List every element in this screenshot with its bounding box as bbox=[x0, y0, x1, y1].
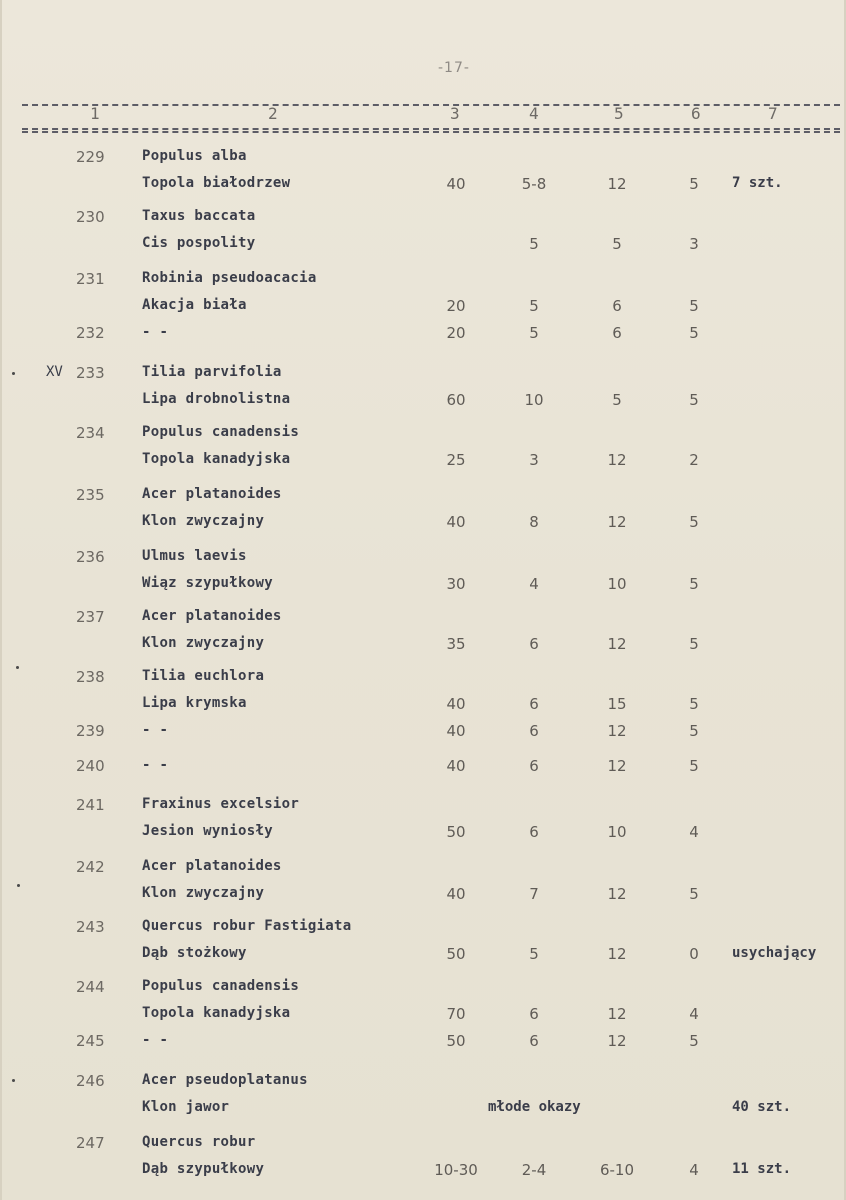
cell-c4: 5-8 bbox=[521, 175, 547, 193]
cell-c7: usychający bbox=[732, 945, 817, 961]
cell-c6: 2 bbox=[689, 451, 699, 469]
cell-c3: 20 bbox=[446, 297, 466, 315]
species-name-latin: Acer pseudoplatanus bbox=[142, 1072, 308, 1088]
table-row bbox=[2, 757, 846, 787]
cell-c6: 5 bbox=[689, 695, 699, 713]
table-row bbox=[2, 1032, 846, 1062]
table-row bbox=[2, 324, 846, 354]
species-name-latin: Acer platanoides bbox=[142, 608, 282, 624]
species-name-polish: Klon zwyczajny bbox=[142, 513, 265, 529]
species-name-polish: Topola kanadyjska bbox=[142, 1005, 291, 1021]
cell-c5: 12 bbox=[607, 885, 627, 903]
species-name-polish: Dąb szypułkowy bbox=[142, 1161, 265, 1177]
species-name-latin: Ulmus laevis bbox=[142, 548, 247, 564]
cell-c3: 60 bbox=[446, 391, 466, 409]
scan-speck bbox=[17, 884, 20, 887]
row-number: 243 bbox=[76, 918, 105, 936]
species-name-polish: Lipa krymska bbox=[142, 695, 247, 711]
species-name-polish: Akacja biała bbox=[142, 297, 247, 313]
table-row bbox=[2, 424, 846, 469]
cell-c4: 8 bbox=[529, 513, 539, 531]
cell-c5: 12 bbox=[607, 1032, 627, 1050]
cell-c4: 6 bbox=[529, 1032, 539, 1050]
cell-c6: 4 bbox=[689, 1161, 699, 1179]
cell-c4: 4 bbox=[529, 575, 539, 593]
cell-c4: 3 bbox=[529, 451, 539, 469]
row-number: 247 bbox=[76, 1134, 105, 1152]
cell-c5: 12 bbox=[607, 451, 627, 469]
cell-c6: 4 bbox=[689, 1005, 699, 1023]
header-rule-double bbox=[22, 131, 840, 133]
cell-c5: 12 bbox=[607, 635, 627, 653]
cell-c3: 50 bbox=[446, 945, 466, 963]
cell-c6: 5 bbox=[689, 324, 699, 342]
species-name-latin: - - bbox=[142, 757, 169, 773]
cell-c4: 5 bbox=[529, 235, 539, 253]
cell-c4: 6 bbox=[529, 823, 539, 841]
cell-c6: 5 bbox=[689, 722, 699, 740]
species-name-polish: Klon zwyczajny bbox=[142, 885, 265, 901]
row-number: 239 bbox=[76, 722, 105, 740]
column-header-6: 6 bbox=[691, 104, 701, 123]
table-row bbox=[2, 270, 846, 315]
species-name-latin: Robinia pseudoacacia bbox=[142, 270, 317, 286]
row-number: 233 bbox=[76, 364, 105, 382]
species-name-latin: - - bbox=[142, 1032, 169, 1048]
column-header-2: 2 bbox=[268, 104, 278, 123]
column-header-4: 4 bbox=[529, 104, 539, 123]
page-number: -17- bbox=[438, 60, 470, 76]
cell-c3: 30 bbox=[446, 575, 466, 593]
table-row bbox=[2, 548, 846, 593]
species-name-latin: Acer platanoides bbox=[142, 486, 282, 502]
header-rule-top bbox=[22, 104, 840, 106]
cell-c4: 6 bbox=[529, 635, 539, 653]
cell-c6: 5 bbox=[689, 635, 699, 653]
cell-c5: 6 bbox=[612, 324, 622, 342]
cell-c3: 40 bbox=[446, 513, 466, 531]
species-name-polish: Klon jawor bbox=[142, 1099, 230, 1115]
table-row bbox=[2, 364, 846, 409]
cell-c5: 12 bbox=[607, 1005, 627, 1023]
column-header-1: 1 bbox=[90, 104, 100, 123]
cell-c7: 7 szt. bbox=[732, 175, 783, 191]
cell-c6: 4 bbox=[689, 823, 699, 841]
species-name-latin: Tilia euchlora bbox=[142, 668, 265, 684]
species-name-latin: Fraxinus excelsior bbox=[142, 796, 300, 812]
cell-c6: 5 bbox=[689, 575, 699, 593]
table-row bbox=[2, 208, 846, 253]
species-name-latin: Quercus robur bbox=[142, 1134, 256, 1150]
cell-c3: 40 bbox=[446, 757, 466, 775]
row-number: 230 bbox=[76, 208, 105, 226]
cell-c4: 5 bbox=[529, 297, 539, 315]
table-row bbox=[2, 858, 846, 903]
cell-c3: 40 bbox=[446, 722, 466, 740]
species-name-polish: Dąb stożkowy bbox=[142, 945, 247, 961]
table-row bbox=[2, 148, 846, 193]
species-name-latin: Populus canadensis bbox=[142, 978, 300, 994]
species-name-polish: Lipa drobnolistna bbox=[142, 391, 291, 407]
row-number: 235 bbox=[76, 486, 105, 504]
cell-c5: 6 bbox=[612, 297, 622, 315]
species-name-polish: Wiąz szypułkowy bbox=[142, 575, 273, 591]
scan-speck bbox=[12, 1079, 15, 1082]
scan-speck bbox=[12, 372, 15, 375]
cell-c4: 7 bbox=[529, 885, 539, 903]
table-row bbox=[2, 668, 846, 713]
row-span-note: młode okazy bbox=[488, 1099, 581, 1115]
cell-c5: 12 bbox=[607, 722, 627, 740]
cell-c3: 10-30 bbox=[434, 1161, 478, 1179]
cell-c6: 5 bbox=[689, 391, 699, 409]
species-name-polish: Cis pospolity bbox=[142, 235, 256, 251]
cell-c3: 50 bbox=[446, 1032, 466, 1050]
cell-c6: 5 bbox=[689, 513, 699, 531]
cell-c3: 70 bbox=[446, 1005, 466, 1023]
species-name-polish: Jesion wyniosły bbox=[142, 823, 273, 839]
row-number: 242 bbox=[76, 858, 105, 876]
cell-c4: 5 bbox=[529, 324, 539, 342]
species-name-latin: Populus alba bbox=[142, 148, 247, 164]
cell-c5: 10 bbox=[607, 823, 627, 841]
row-number: 245 bbox=[76, 1032, 105, 1050]
row-number: 237 bbox=[76, 608, 105, 626]
cell-c5: 6-10 bbox=[599, 1161, 635, 1179]
row-number: 236 bbox=[76, 548, 105, 566]
table-row bbox=[2, 796, 846, 841]
cell-c6: 3 bbox=[689, 235, 699, 253]
cell-c6: 5 bbox=[689, 757, 699, 775]
cell-c4: 5 bbox=[529, 945, 539, 963]
row-number: 246 bbox=[76, 1072, 105, 1090]
row-number: 238 bbox=[76, 668, 105, 686]
cell-c6: 5 bbox=[689, 297, 699, 315]
cell-c5: 12 bbox=[607, 175, 627, 193]
cell-c5: 5 bbox=[612, 391, 622, 409]
column-header-5: 5 bbox=[614, 104, 624, 123]
row-number: 240 bbox=[76, 757, 105, 775]
cell-c6: 5 bbox=[689, 1032, 699, 1050]
species-name-latin: Acer platanoides bbox=[142, 858, 282, 874]
table-row bbox=[2, 608, 846, 653]
table-row bbox=[2, 722, 846, 752]
row-number: 229 bbox=[76, 148, 105, 166]
cell-c6: 5 bbox=[689, 175, 699, 193]
cell-c5: 10 bbox=[607, 575, 627, 593]
row-prefix: XV bbox=[46, 364, 63, 380]
row-number: 234 bbox=[76, 424, 105, 442]
species-name-latin: Quercus robur Fastigiata bbox=[142, 918, 352, 934]
cell-c3: 40 bbox=[446, 175, 466, 193]
cell-c5: 5 bbox=[612, 235, 622, 253]
species-name-polish: Klon zwyczajny bbox=[142, 635, 265, 651]
cell-c3: 20 bbox=[446, 324, 466, 342]
row-number: 244 bbox=[76, 978, 105, 996]
column-header-7: 7 bbox=[768, 104, 778, 123]
table-row bbox=[2, 486, 846, 531]
row-number: 232 bbox=[76, 324, 105, 342]
cell-c3: 50 bbox=[446, 823, 466, 841]
scan-speck bbox=[16, 666, 19, 669]
cell-c5: 12 bbox=[607, 945, 627, 963]
cell-c7: 11 szt. bbox=[732, 1161, 792, 1177]
cell-c5: 12 bbox=[607, 757, 627, 775]
table-row bbox=[2, 978, 846, 1023]
cell-c4: 6 bbox=[529, 1005, 539, 1023]
cell-c4: 6 bbox=[529, 757, 539, 775]
species-name-latin: - - bbox=[142, 722, 169, 738]
cell-c4: 2-4 bbox=[521, 1161, 547, 1179]
species-name-latin: Tilia parvifolia bbox=[142, 364, 282, 380]
cell-c6: 0 bbox=[689, 945, 699, 963]
species-name-latin: Taxus baccata bbox=[142, 208, 256, 224]
table-row bbox=[2, 918, 846, 963]
species-name-latin: - - bbox=[142, 324, 169, 340]
table-row bbox=[2, 1072, 846, 1115]
cell-c3: 35 bbox=[446, 635, 466, 653]
cell-c3: 40 bbox=[446, 695, 466, 713]
cell-c3: 25 bbox=[446, 451, 466, 469]
header-rule-bottom bbox=[22, 128, 840, 130]
table-row bbox=[2, 1134, 846, 1179]
row-number: 241 bbox=[76, 796, 105, 814]
column-header-3: 3 bbox=[450, 104, 460, 123]
cell-c7: 40 szt. bbox=[732, 1099, 792, 1115]
row-number: 231 bbox=[76, 270, 105, 288]
cell-c6: 5 bbox=[689, 885, 699, 903]
cell-c3: 40 bbox=[446, 885, 466, 903]
species-name-latin: Populus canadensis bbox=[142, 424, 300, 440]
species-name-polish: Topola kanadyjska bbox=[142, 451, 291, 467]
species-name-polish: Topola białodrzew bbox=[142, 175, 291, 191]
cell-c4: 10 bbox=[524, 391, 544, 409]
cell-c5: 12 bbox=[607, 513, 627, 531]
cell-c5: 15 bbox=[607, 695, 627, 713]
cell-c4: 6 bbox=[529, 695, 539, 713]
cell-c4: 6 bbox=[529, 722, 539, 740]
